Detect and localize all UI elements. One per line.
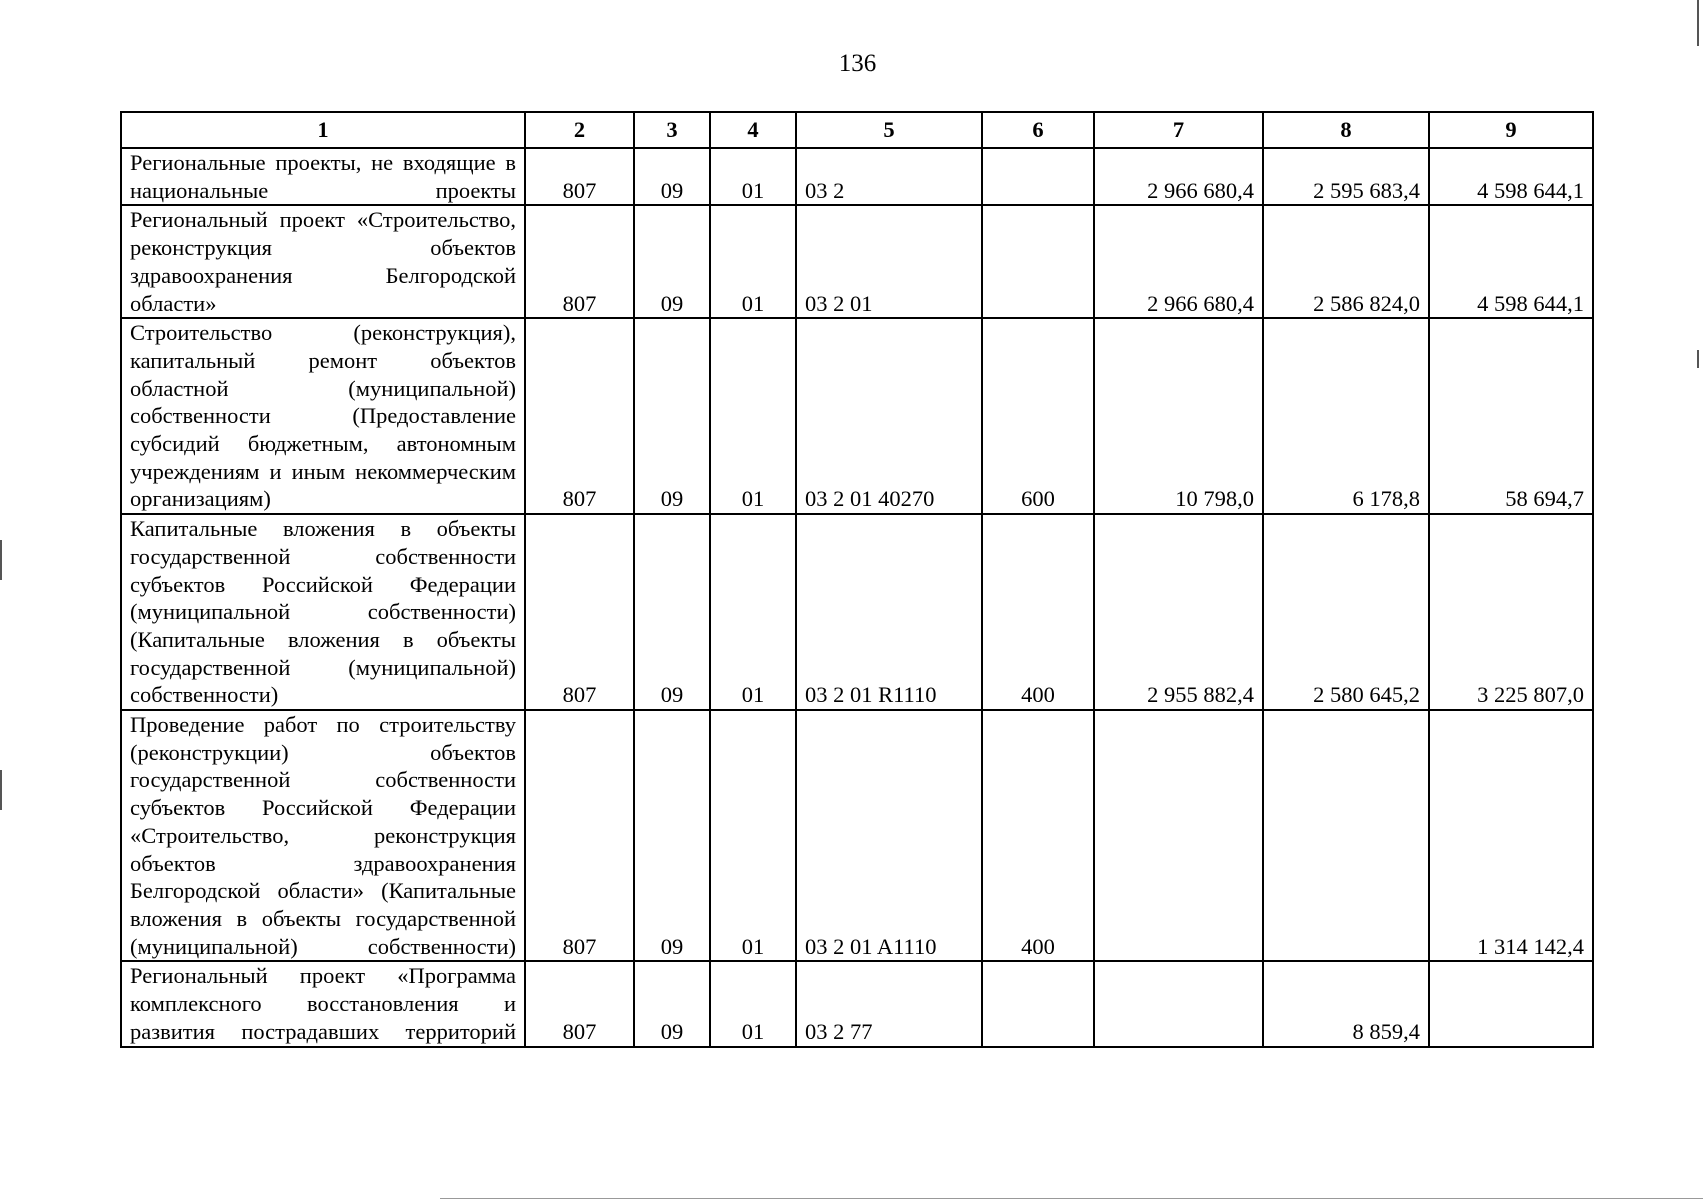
- cell-col-9: [1429, 961, 1593, 1046]
- cell-col-9: 3 225 807,0: [1429, 514, 1593, 710]
- cell-col-7: 2 966 680,4: [1094, 148, 1263, 205]
- page-number: 136: [838, 50, 877, 77]
- row-name-cell: Проведение работ по строительству (реконструкции) объектов государственной собственности субъектов Российской Федерации «Строительство, реконструкция объектов здравоохранения Белгородской области» (Капитальные вложения в объекты государственной (муниципальной) собственности): [121, 710, 525, 961]
- cell-col-5: 03 2 01: [796, 205, 982, 318]
- header-col-2: 2: [525, 112, 634, 148]
- table-row: [121, 205, 1593, 318]
- table-row: [121, 148, 1593, 205]
- cell-col-5: 03 2 01 A1110: [796, 710, 982, 961]
- scan-edge-mark: [0, 770, 2, 810]
- cell-col-8: 2 595 683,4: [1263, 148, 1429, 205]
- cell-col-9: 4 598 644,1: [1429, 148, 1593, 205]
- cell-col-2: 807: [525, 318, 634, 514]
- header-col-6: 6: [982, 112, 1094, 148]
- cell-col-2: 807: [525, 148, 634, 205]
- cell-col-7: 2 966 680,4: [1094, 205, 1263, 318]
- cell-col-2: 807: [525, 961, 634, 1046]
- cell-col-3: 09: [634, 961, 710, 1046]
- row-name-cell: Региональные проекты, не входящие в национальные проекты: [121, 148, 525, 205]
- cell-col-7: [1094, 710, 1263, 961]
- cell-col-4: 01: [710, 318, 796, 514]
- cell-col-3: 09: [634, 710, 710, 961]
- cell-col-4: 01: [710, 961, 796, 1046]
- row-name-cell: Строительство (реконструкция), капитальный ремонт объектов областной (муниципальной) собственности (Предоставление субсидий бюджетным, автономным учреждениям и иным некоммерческим организациям): [121, 318, 525, 514]
- cell-col-5: 03 2 77: [796, 961, 982, 1046]
- cell-col-2: 807: [525, 205, 634, 318]
- cell-col-4: 01: [710, 148, 796, 205]
- cell-col-3: 09: [634, 318, 710, 514]
- header-col-3: 3: [634, 112, 710, 148]
- cell-col-8: 2 580 645,2: [1263, 514, 1429, 710]
- cell-col-3: 09: [634, 148, 710, 205]
- cell-col-4: 01: [710, 710, 796, 961]
- cell-col-9: 4 598 644,1: [1429, 205, 1593, 318]
- row-name-cell: Региональный проект «Программа комплексного восстановления и развития пострадавших территорий: [121, 961, 525, 1046]
- cell-col-6: [982, 961, 1094, 1046]
- header-row: [121, 112, 1593, 148]
- cell-col-8: [1263, 710, 1429, 961]
- cell-col-7: 2 955 882,4: [1094, 514, 1263, 710]
- header-col-4: 4: [710, 112, 796, 148]
- cell-col-6: 600: [982, 318, 1094, 514]
- table-row: [121, 710, 1593, 961]
- cell-col-7: 10 798,0: [1094, 318, 1263, 514]
- cell-col-5: 03 2 01 R1110: [796, 514, 982, 710]
- row-name-cell: Региональный проект «Строительство, реконструкция объектов здравоохранения Белгородской области»: [121, 205, 525, 318]
- cell-col-8: 8 859,4: [1263, 961, 1429, 1046]
- cell-col-3: 09: [634, 205, 710, 318]
- cell-col-9: 58 694,7: [1429, 318, 1593, 514]
- cell-col-9: 1 314 142,4: [1429, 710, 1593, 961]
- cell-col-2: 807: [525, 514, 634, 710]
- scan-edge-mark: [1697, 0, 1699, 46]
- cell-col-3: 09: [634, 514, 710, 710]
- cell-col-5: 03 2: [796, 148, 982, 205]
- cell-col-6: 400: [982, 710, 1094, 961]
- cell-col-5: 03 2 01 40270: [796, 318, 982, 514]
- cell-col-6: 400: [982, 514, 1094, 710]
- header-col-5: 5: [796, 112, 982, 148]
- cell-col-6: [982, 205, 1094, 318]
- cell-col-2: 807: [525, 710, 634, 961]
- header-col-8: 8: [1263, 112, 1429, 148]
- table-row: [121, 318, 1593, 514]
- header-col-9: 9: [1429, 112, 1593, 148]
- scan-edge-mark: [0, 540, 2, 580]
- cell-col-4: 01: [710, 514, 796, 710]
- table-row: [121, 514, 1593, 710]
- budget-table: [120, 111, 1594, 1048]
- table-row: [121, 961, 1593, 1046]
- row-name-cell: Капитальные вложения в объекты государственной собственности субъектов Российской Федерации (муниципальной собственности) (Капитальные вложения в объекты государственной (муниципальной) собственности): [121, 514, 525, 710]
- scan-edge-mark: [440, 1198, 1703, 1199]
- cell-col-6: [982, 148, 1094, 205]
- cell-col-7: [1094, 961, 1263, 1046]
- cell-col-8: 2 586 824,0: [1263, 205, 1429, 318]
- cell-col-8: 6 178,8: [1263, 318, 1429, 514]
- header-col-1: 1: [121, 112, 525, 148]
- scan-edge-mark: [1697, 350, 1699, 368]
- header-col-7: 7: [1094, 112, 1263, 148]
- cell-col-4: 01: [710, 205, 796, 318]
